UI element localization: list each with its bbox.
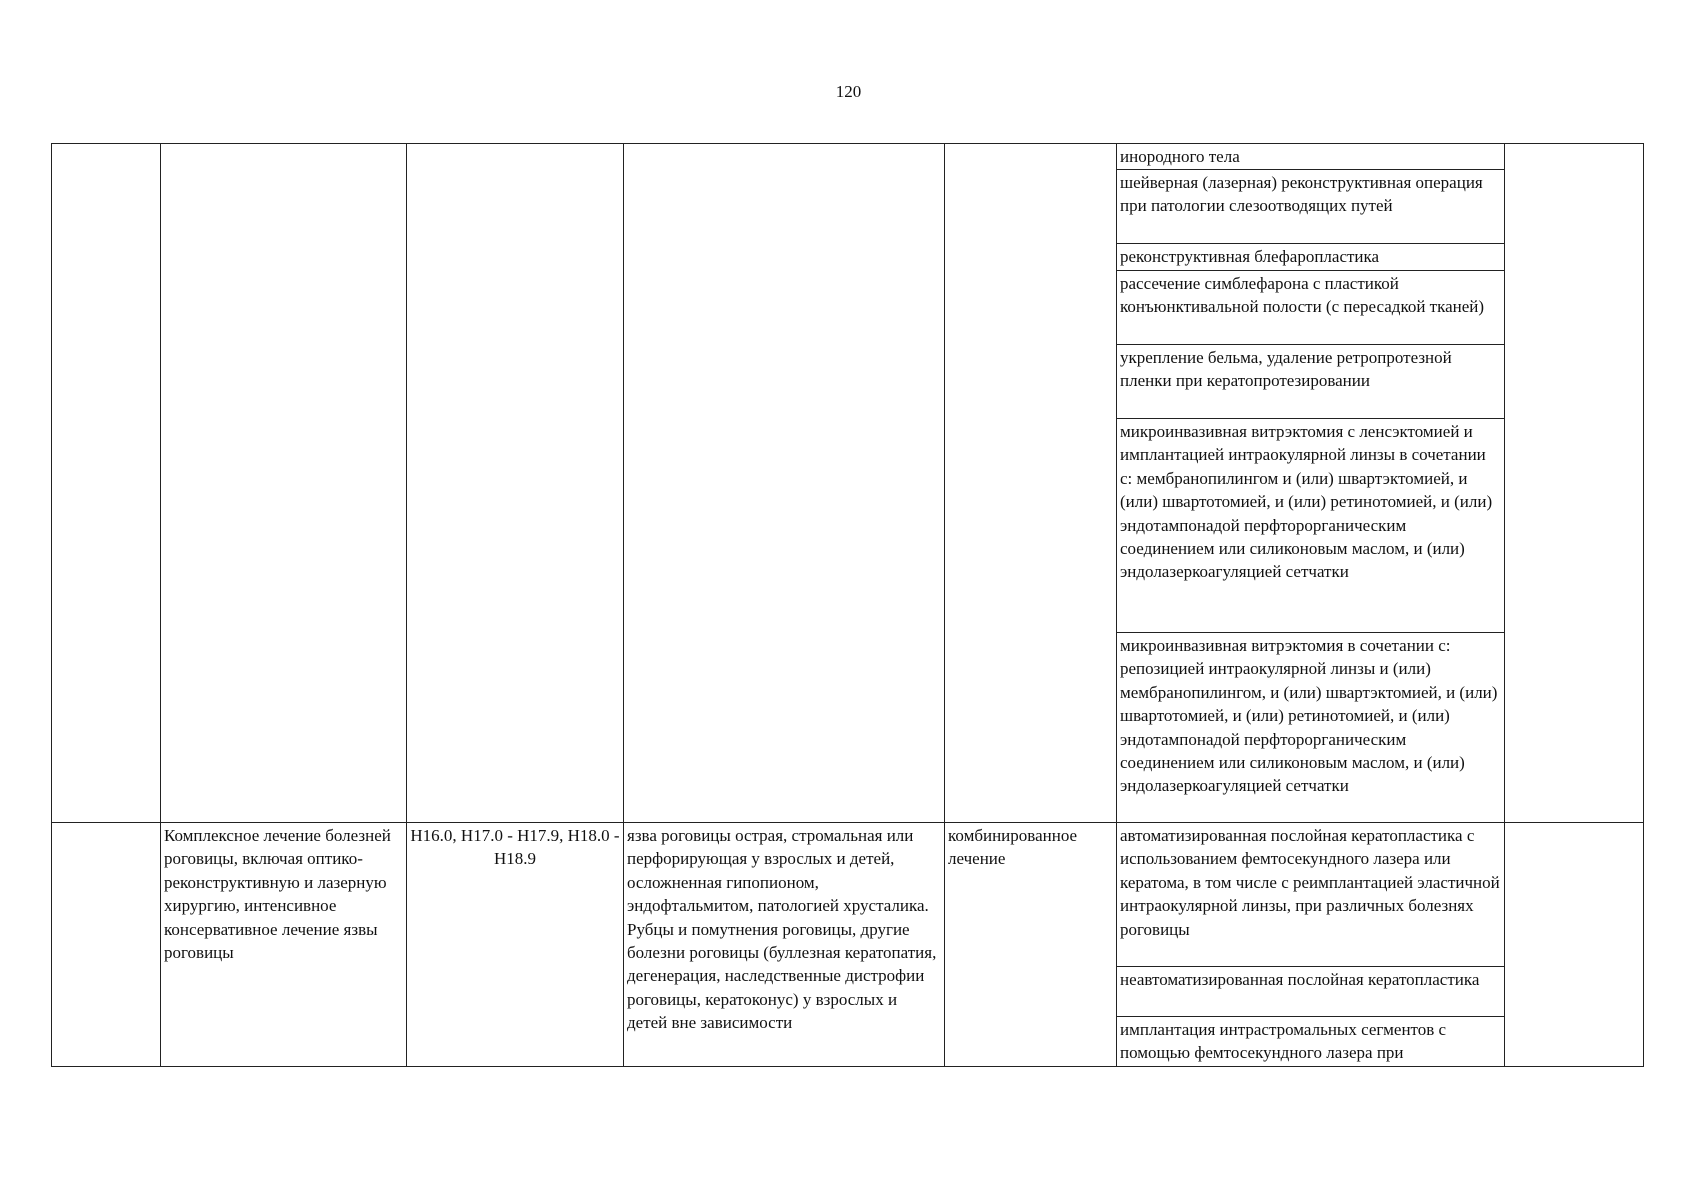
care-methods-table [51,143,1644,1067]
icd-codes-cell [407,144,624,823]
treatment-type-cell: комбинированное лечение [945,823,1117,1067]
table-row [52,823,1644,967]
method-cell: рассечение симблефарона с пластикой конъюнктивальной полости (с пересадкой тканей) [1117,271,1505,345]
method-cell: микроинвазивная витрэктомия в сочетании с: репозицией интраокулярной линзы и (или) мембранопилингом, и (или) швартэктомией, и (или) швартотомией, и (или) ретинотомией, и (или) эндотампонадой перфторорганическим соединением или силиконовым маслом, и (или) эндолазеркоагуляцией сетчатки [1117,633,1505,823]
profile-cell: Комплексное лечение болезней роговицы, включая оптико-реконструктивную и лазерную хирургию, интенсивное консервативное лечение язвы роговицы [161,823,407,1067]
profile-cell [161,144,407,823]
icd-codes-cell: H16.0, H17.0 - H17.9, H18.0 - H18.9 [407,823,624,1067]
method-cell: имплантация интрастромальных сегментов с помощью фемтосекундного лазера при [1117,1017,1505,1067]
row-number-cell [52,823,161,1067]
table-row [52,144,1644,170]
cost-cell [1505,144,1644,823]
row-number-cell [52,144,161,823]
patient-model-cell [624,144,945,823]
page-number: 120 [835,82,862,101]
patient-model-cell: язва роговицы острая, стромальная или перфорирующая у взрослых и детей, осложненная гипопионом, эндофтальмитом, патологией хрусталика. Рубцы и помутнения роговицы, другие болезни роговицы (буллезная кератопатия, дегенерация, наследственные дистрофии роговицы, кератоконус) у взрослых и детей вне зависимости [624,823,945,1067]
cost-cell [1505,823,1644,1067]
method-cell: неавтоматизированная послойная кератопластика [1117,967,1505,1017]
method-cell: реконструктивная блефаропластика [1117,244,1505,271]
treatment-type-cell [945,144,1117,823]
method-cell: укрепление бельма, удаление ретропротезной пленки при кератопротезировании [1117,345,1505,419]
method-cell: инородного тела [1117,144,1505,170]
method-cell: шейверная (лазерная) реконструктивная операция при патологии слезоотводящих путей [1117,170,1505,244]
method-cell: микроинвазивная витрэктомия с ленсэктомией и имплантацией интраокулярной линзы в сочетании с: мембранопилингом и (или) швартэктомией, и (или) швартотомией, и (или) ретинотомией, и (или) эндотампонадой перфторорганическим соединением или силиконовым маслом, и (или) эндолазеркоагуляцией сетчатки [1117,419,1505,633]
method-cell: автоматизированная послойная кератопластика с использованием фемтосекундного лазера или кератома, в том числе с реимплантацией эластичной интраокулярной линзы, при различных болезнях роговицы [1117,823,1505,967]
